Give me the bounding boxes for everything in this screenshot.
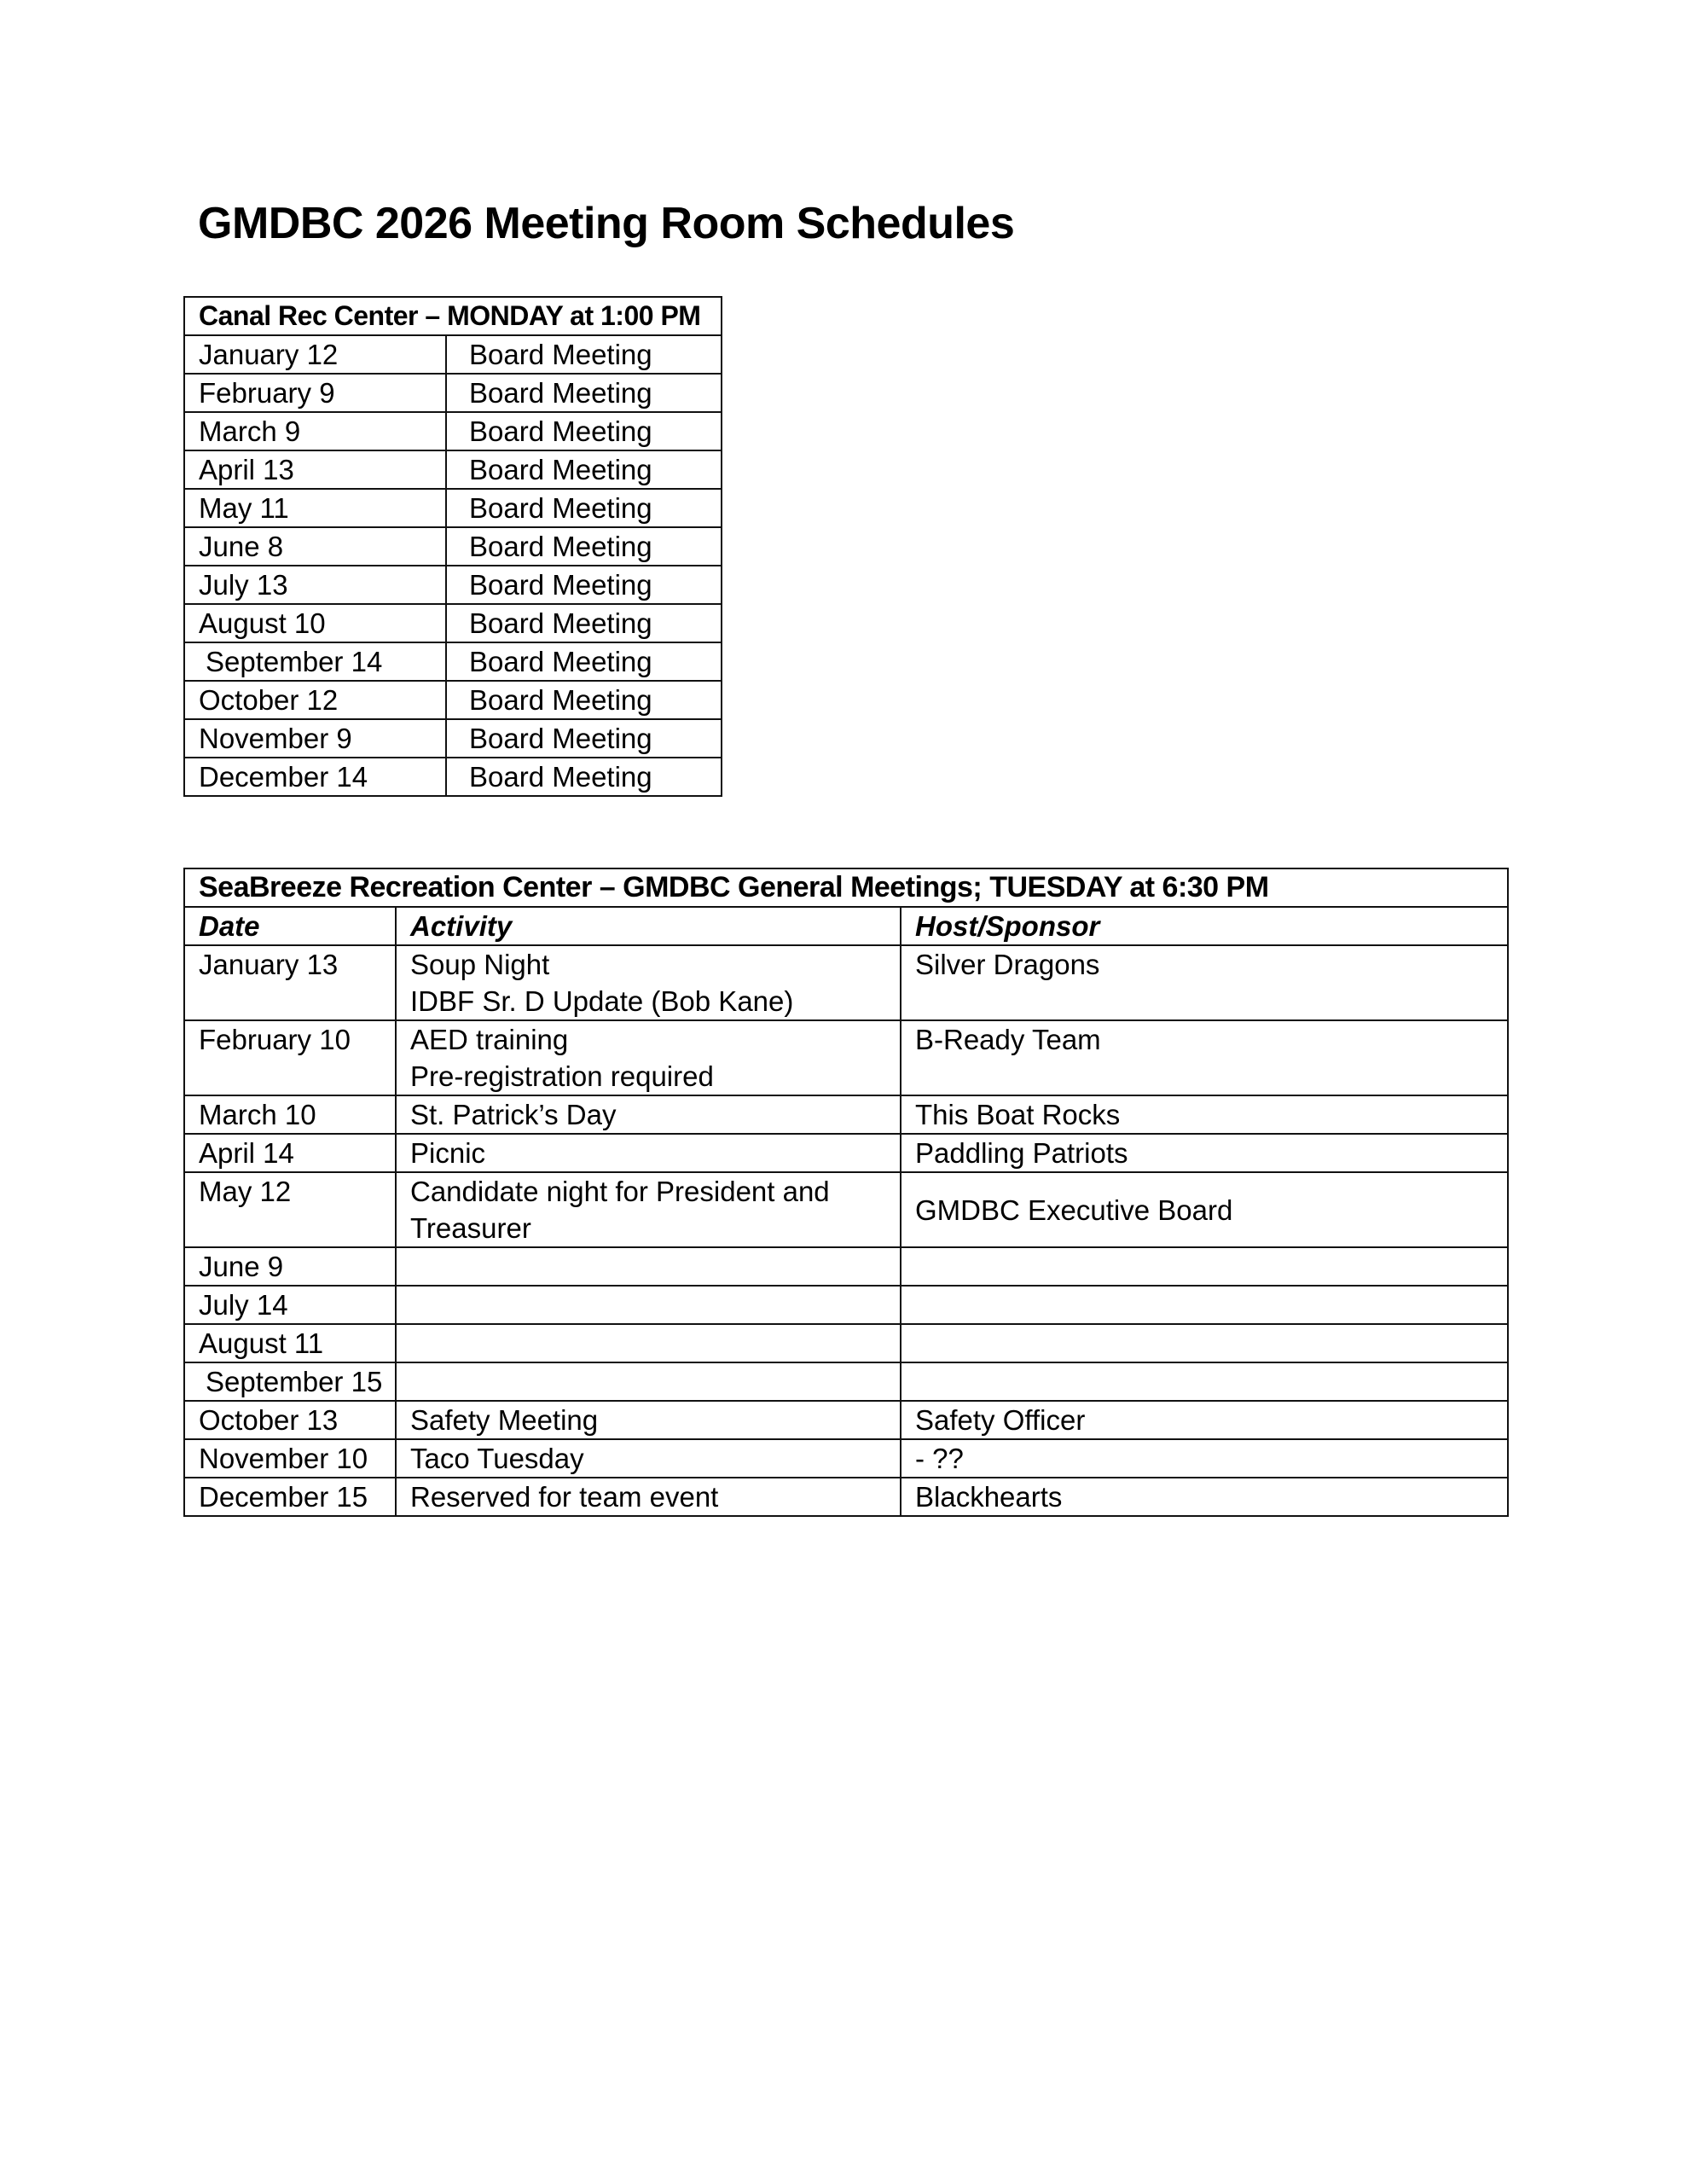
date-cell: [184, 719, 446, 758]
activity-cell: Board Meeting: [446, 719, 722, 758]
date-cell: [184, 1286, 396, 1324]
activity-line: Treasurer: [410, 1212, 531, 1244]
date-cell: [184, 642, 446, 681]
date-cell: [184, 450, 446, 489]
activity-line: [410, 1248, 886, 1285]
date-cell: [184, 681, 446, 719]
date-text: October 13: [199, 1404, 339, 1436]
activity-line: [410, 1363, 886, 1400]
date-text: August 10: [199, 607, 326, 639]
table-row: [184, 335, 722, 374]
activity-cell: [396, 1401, 901, 1439]
date-cell: [184, 758, 446, 796]
date-text: February 10: [199, 1024, 351, 1055]
table-row: [184, 719, 722, 758]
table-row: [184, 450, 722, 489]
date-text: September 15: [206, 1366, 383, 1397]
activity-line: Safety Meeting: [410, 1404, 599, 1436]
column-header-row: [184, 907, 1508, 945]
table-row: [184, 681, 722, 719]
date-cell: [184, 1401, 396, 1439]
date-cell: [184, 412, 446, 450]
table-row: [184, 1134, 1508, 1172]
activity-line: Soup Night: [410, 949, 550, 980]
table-row: [184, 758, 722, 796]
column-header-date: Date: [184, 907, 396, 945]
date-cell: [184, 1020, 396, 1095]
date-text: January 12: [199, 339, 339, 370]
activity-cell: [396, 1478, 901, 1516]
date-text: January 13: [199, 949, 339, 980]
date-cell: [184, 1478, 396, 1516]
table-row: [184, 945, 1508, 1020]
host-cell: This Boat Rocks: [901, 1095, 1508, 1134]
table-row: [184, 1324, 1508, 1362]
table-row: [184, 412, 722, 450]
canal-rec-center-schedule-table: [183, 296, 722, 797]
date-text: November 9: [199, 723, 352, 754]
date-text: November 10: [199, 1443, 368, 1474]
table-row: [184, 374, 722, 412]
date-text: April 14: [199, 1137, 294, 1169]
host-cell: Blackhearts: [901, 1478, 1508, 1516]
table-header-row: [184, 868, 1508, 907]
host-cell: [901, 1286, 1508, 1324]
host-cell: B-Ready Team: [901, 1020, 1508, 1095]
activity-cell: [396, 1439, 901, 1478]
activity-cell: [396, 1362, 901, 1401]
date-cell: [184, 374, 446, 412]
date-text: December 14: [199, 761, 368, 793]
table-row: [184, 1172, 1508, 1247]
page-title: GMDBC 2026 Meeting Room Schedules: [198, 199, 1015, 248]
host-cell: [901, 1324, 1508, 1362]
date-cell: [184, 1362, 396, 1401]
date-text: March 9: [199, 415, 301, 447]
activity-cell: Board Meeting: [446, 335, 722, 374]
date-text: March 10: [199, 1099, 316, 1130]
date-cell: [184, 566, 446, 604]
activity-cell: Board Meeting: [446, 758, 722, 796]
activity-cell: Board Meeting: [446, 566, 722, 604]
host-cell: Paddling Patriots: [901, 1134, 1508, 1172]
activity-cell: Board Meeting: [446, 681, 722, 719]
date-text: June 8: [199, 531, 284, 562]
activity-cell: Board Meeting: [446, 374, 722, 412]
activity-line: Pre-registration required: [410, 1060, 714, 1092]
table-row: [184, 489, 722, 527]
table-row: [184, 604, 722, 642]
date-cell: [184, 1439, 396, 1478]
activity-cell: Board Meeting: [446, 450, 722, 489]
host-cell: Silver Dragons: [901, 945, 1508, 1020]
activity-cell: [396, 1134, 901, 1172]
activity-line: St. Patrick’s Day: [410, 1099, 617, 1130]
activity-cell: Board Meeting: [446, 642, 722, 681]
table-row: [184, 1362, 1508, 1401]
activity-cell: Board Meeting: [446, 604, 722, 642]
date-cell: [184, 945, 396, 1020]
date-text: December 15: [199, 1481, 368, 1513]
table-header-row: [184, 297, 722, 335]
date-text: May 12: [199, 1176, 292, 1207]
activity-line: [410, 1287, 886, 1323]
activity-line: Candidate night for President and: [410, 1176, 830, 1207]
host-cell: - ??: [901, 1439, 1508, 1478]
table-row: [184, 642, 722, 681]
activity-cell: [396, 1095, 901, 1134]
date-text: April 13: [199, 454, 294, 485]
date-cell: [184, 604, 446, 642]
activity-cell: Board Meeting: [446, 527, 722, 566]
date-text: June 9: [199, 1251, 284, 1282]
activity-cell: Board Meeting: [446, 412, 722, 450]
date-cell: [184, 1095, 396, 1134]
date-cell: [184, 489, 446, 527]
activity-cell: [396, 1247, 901, 1286]
host-cell: GMDBC Executive Board: [901, 1172, 1508, 1247]
date-cell: [184, 1134, 396, 1172]
activity-cell: [396, 1324, 901, 1362]
date-cell: [184, 1247, 396, 1286]
date-cell: [184, 1172, 396, 1247]
date-text: September 14: [206, 646, 383, 677]
table-row: [184, 1401, 1508, 1439]
column-header-host: Host/Sponsor: [901, 907, 1508, 945]
activity-line: [410, 1325, 886, 1362]
column-header-activity: Activity: [396, 907, 901, 945]
activity-cell: [396, 945, 901, 1020]
activity-line: Reserved for team event: [410, 1481, 719, 1513]
date-text: August 11: [199, 1327, 324, 1359]
seabreeze-table-header: SeaBreeze Recreation Center – GMDBC General Meetings; TUESDAY at 6:30 PM: [184, 868, 1508, 907]
activity-cell: [396, 1172, 901, 1247]
seabreeze-schedule-table: [183, 868, 1509, 1517]
activity-line: AED training: [410, 1024, 569, 1055]
activity-line: Taco Tuesday: [410, 1443, 584, 1474]
table-row: [184, 527, 722, 566]
date-text: May 11: [199, 492, 289, 524]
table-row: [184, 566, 722, 604]
table-row: [184, 1095, 1508, 1134]
canal-table-header: Canal Rec Center – MONDAY at 1:00 PM: [184, 297, 722, 335]
date-text: February 9: [199, 377, 335, 409]
table-row: [184, 1439, 1508, 1478]
activity-cell: Board Meeting: [446, 489, 722, 527]
table-row: [184, 1286, 1508, 1324]
date-text: July 14: [199, 1289, 288, 1321]
host-cell: [901, 1247, 1508, 1286]
host-cell: Safety Officer: [901, 1401, 1508, 1439]
date-cell: [184, 335, 446, 374]
date-text: July 13: [199, 569, 288, 601]
host-cell: [901, 1362, 1508, 1401]
date-cell: [184, 1324, 396, 1362]
activity-line: Picnic: [410, 1137, 486, 1169]
activity-cell: [396, 1286, 901, 1324]
activity-cell: [396, 1020, 901, 1095]
table-row: [184, 1478, 1508, 1516]
date-cell: [184, 527, 446, 566]
activity-line: IDBF Sr. D Update (Bob Kane): [410, 985, 794, 1017]
table-row: [184, 1020, 1508, 1095]
date-text: October 12: [199, 684, 339, 716]
table-row: [184, 1247, 1508, 1286]
